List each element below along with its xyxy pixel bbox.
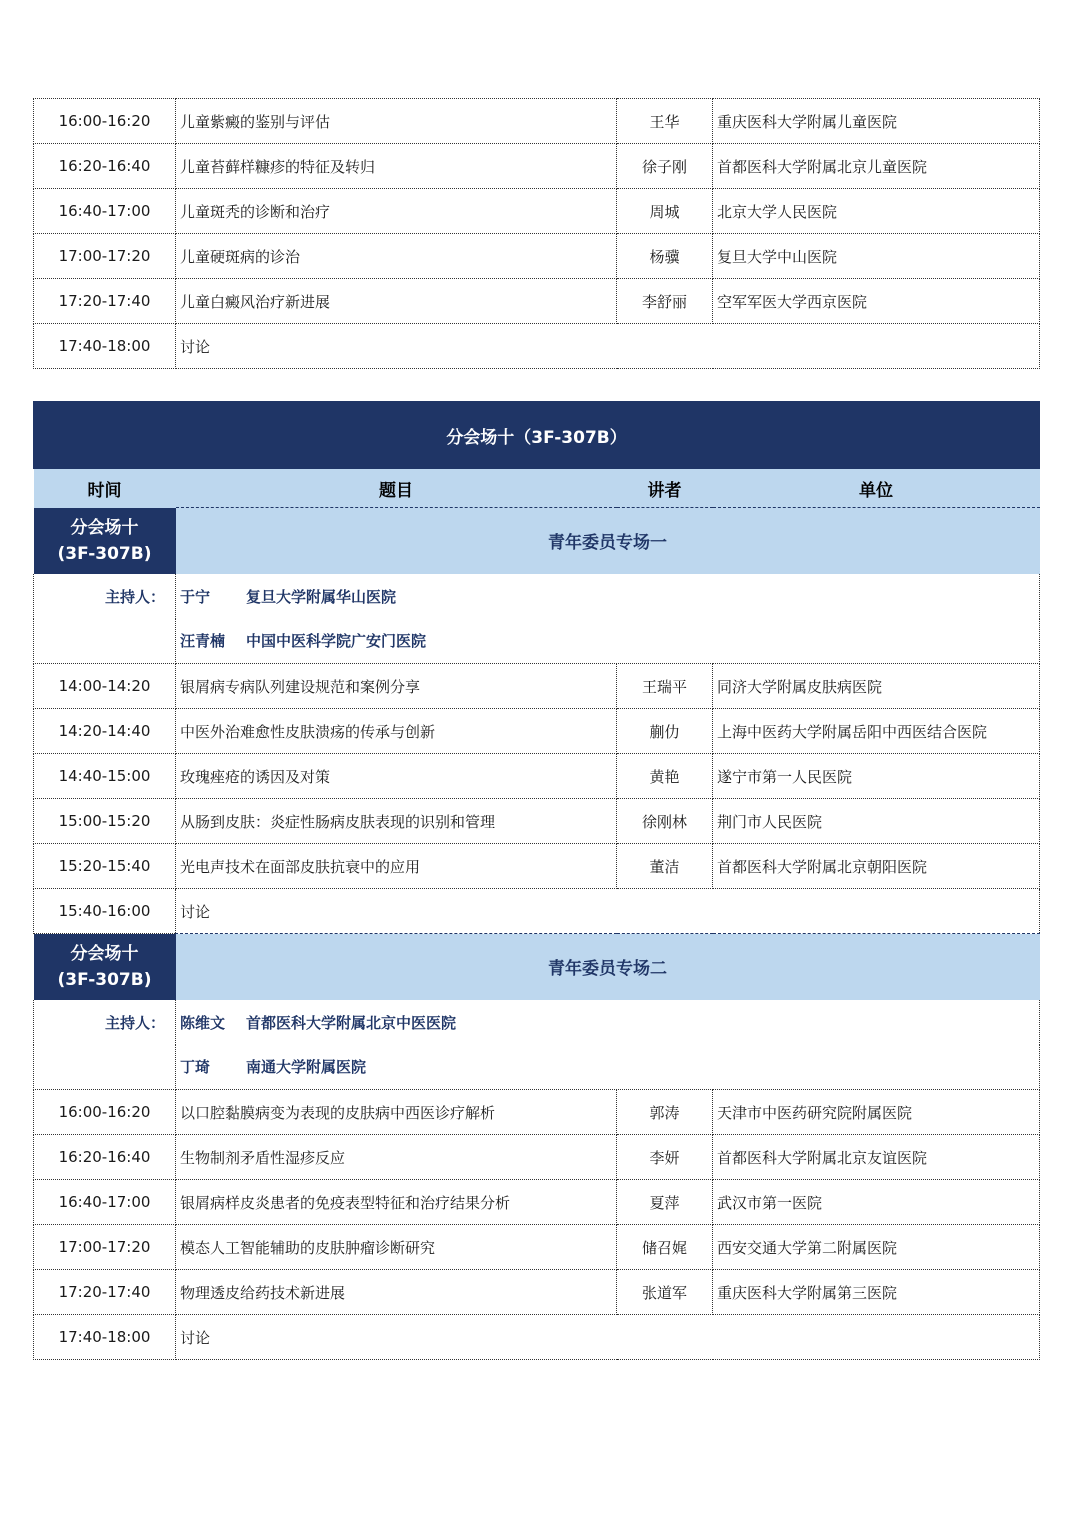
unit-cell: 首都医科大学附属北京朝阳医院 — [713, 844, 1040, 889]
venue-name: 分会场十 — [70, 943, 139, 964]
topic-cell: 物理透皮给药技术新进展 — [176, 1270, 617, 1315]
time-cell: 16:00-16:20 — [34, 1090, 176, 1135]
host-entry — [176, 574, 1040, 619]
discussion-cell: 讨论 — [176, 324, 1040, 369]
unit-cell: 首都医科大学附属北京友谊医院 — [713, 1135, 1040, 1180]
discussion-row — [34, 889, 1040, 934]
topic-cell: 光电声技术在面部皮肤抗衰中的应用 — [176, 844, 617, 889]
host-unit: 南通大学附属医院 — [246, 1058, 367, 1077]
speaker-cell: 董洁 — [617, 844, 713, 889]
time-cell: 16:20-16:40 — [34, 144, 176, 189]
host-row — [34, 619, 1040, 664]
host-row — [34, 1045, 1040, 1090]
host-row — [34, 574, 1040, 619]
spacer — [33, 369, 1039, 401]
time-cell: 14:40-15:00 — [34, 754, 176, 799]
time-cell: 15:20-15:40 — [34, 844, 176, 889]
host-name: 丁琦 — [180, 1058, 211, 1077]
session-title: 分会场十（3F-307B） — [34, 402, 1040, 469]
discussion-cell: 讨论 — [176, 1315, 1040, 1360]
host-entry — [176, 619, 1040, 664]
session-table — [33, 401, 1040, 1360]
topic-cell: 生物制剂矛盾性湿疹反应 — [176, 1135, 617, 1180]
unit-cell: 武汉市第一医院 — [713, 1180, 1040, 1225]
table-row — [34, 144, 1040, 189]
session-title-row — [34, 402, 1040, 469]
time-cell: 15:00-15:20 — [34, 799, 176, 844]
host-entry — [176, 1000, 1040, 1045]
topic-cell: 儿童白癜风治疗新进展 — [176, 279, 617, 324]
venue-label — [34, 508, 176, 574]
time-cell: 16:40-17:00 — [34, 189, 176, 234]
topic-cell: 从肠到皮肤：炎症性肠病皮肤表现的识别和管理 — [176, 799, 617, 844]
topic-cell: 以口腔黏膜病变为表现的皮肤病中西医诊疗解析 — [176, 1090, 617, 1135]
sub-session-title: 青年委员专场一 — [176, 508, 1040, 574]
unit-cell: 同济大学附属皮肤病医院 — [713, 664, 1040, 709]
sub-session-header — [34, 508, 1040, 574]
topic-cell: 儿童斑秃的诊断和治疗 — [176, 189, 617, 234]
time-cell: 17:20-17:40 — [34, 279, 176, 324]
speaker-cell: 储召娓 — [617, 1225, 713, 1270]
discussion-cell: 讨论 — [176, 889, 1040, 934]
host-unit: 首都医科大学附属北京中医医院 — [246, 1013, 457, 1032]
speaker-cell: 杨骥 — [617, 234, 713, 279]
column-header-unit: 单位 — [713, 469, 1040, 508]
time-cell: 16:40-17:00 — [34, 1180, 176, 1225]
topic-cell: 儿童硬斑病的诊治 — [176, 234, 617, 279]
unit-cell: 北京大学人民医院 — [713, 189, 1040, 234]
table-row — [34, 234, 1040, 279]
table-row — [34, 709, 1040, 754]
speaker-cell: 徐子刚 — [617, 144, 713, 189]
unit-cell: 荆门市人民医院 — [713, 799, 1040, 844]
time-cell: 16:20-16:40 — [34, 1135, 176, 1180]
time-cell: 17:00-17:20 — [34, 234, 176, 279]
host-unit: 复旦大学附属华山医院 — [246, 587, 397, 606]
table-row — [34, 1270, 1040, 1315]
column-header-row — [34, 469, 1040, 508]
host-unit: 中国中医科学院广安门医院 — [246, 632, 427, 651]
unit-cell: 西安交通大学第二附属医院 — [713, 1225, 1040, 1270]
table-row — [34, 279, 1040, 324]
speaker-cell: 周城 — [617, 189, 713, 234]
venue-label — [34, 934, 176, 1000]
table-row — [34, 844, 1040, 889]
venue-room: (3F-307B) — [57, 543, 152, 564]
host-name: 汪青楠 — [180, 632, 226, 651]
speaker-cell: 张道军 — [617, 1270, 713, 1315]
previous-session-table — [33, 98, 1040, 369]
speaker-cell: 徐刚林 — [617, 799, 713, 844]
speaker-cell: 夏萍 — [617, 1180, 713, 1225]
host-label-empty — [34, 619, 176, 664]
unit-cell: 重庆医科大学附属儿童医院 — [713, 99, 1040, 144]
host-name: 陈维文 — [180, 1013, 226, 1032]
time-cell: 14:20-14:40 — [34, 709, 176, 754]
unit-cell: 空军军医大学西京医院 — [713, 279, 1040, 324]
venue-name: 分会场十 — [70, 517, 139, 538]
time-cell: 14:00-14:20 — [34, 664, 176, 709]
speaker-cell: 王瑞平 — [617, 664, 713, 709]
speaker-cell: 李舒丽 — [617, 279, 713, 324]
host-label: 主持人： — [34, 574, 176, 619]
speaker-cell: 郭涛 — [617, 1090, 713, 1135]
unit-cell: 天津市中医药研究院附属医院 — [713, 1090, 1040, 1135]
topic-cell: 银屑病样皮炎患者的免疫表型特征和治疗结果分析 — [176, 1180, 617, 1225]
time-cell: 17:40-18:00 — [34, 324, 176, 369]
table-row — [34, 1180, 1040, 1225]
table-row — [34, 1090, 1040, 1135]
topic-cell: 儿童紫癜的鉴别与评估 — [176, 99, 617, 144]
unit-cell: 复旦大学中山医院 — [713, 234, 1040, 279]
time-cell: 16:00-16:20 — [34, 99, 176, 144]
host-entry — [176, 1045, 1040, 1090]
column-header-speaker: 讲者 — [617, 469, 713, 508]
program-page — [33, 98, 1039, 1360]
column-header-time: 时间 — [34, 469, 176, 508]
unit-cell: 遂宁市第一人民医院 — [713, 754, 1040, 799]
speaker-cell: 李妍 — [617, 1135, 713, 1180]
speaker-cell: 王华 — [617, 99, 713, 144]
table-row — [34, 99, 1040, 144]
topic-cell: 中医外治难愈性皮肤溃疡的传承与创新 — [176, 709, 617, 754]
speaker-cell: 蒯仂 — [617, 709, 713, 754]
column-header-topic: 题目 — [176, 469, 617, 508]
topic-cell: 模态人工智能辅助的皮肤肿瘤诊断研究 — [176, 1225, 617, 1270]
unit-cell: 上海中医药大学附属岳阳中西医结合医院 — [713, 709, 1040, 754]
topic-cell: 银屑病专病队列建设规范和案例分享 — [176, 664, 617, 709]
table-row — [34, 1135, 1040, 1180]
host-label: 主持人： — [34, 1000, 176, 1045]
unit-cell: 首都医科大学附属北京儿童医院 — [713, 144, 1040, 189]
topic-cell: 玫瑰痤疮的诱因及对策 — [176, 754, 617, 799]
table-row — [34, 189, 1040, 234]
sub-session-header — [34, 934, 1040, 1000]
topic-cell: 儿童苔藓样糠疹的特征及转归 — [176, 144, 617, 189]
table-row — [34, 754, 1040, 799]
unit-cell: 重庆医科大学附属第三医院 — [713, 1270, 1040, 1315]
time-cell: 17:00-17:20 — [34, 1225, 176, 1270]
discussion-row — [34, 324, 1040, 369]
time-cell: 17:20-17:40 — [34, 1270, 176, 1315]
discussion-row — [34, 1315, 1040, 1360]
host-row — [34, 1000, 1040, 1045]
host-name: 于宁 — [180, 587, 211, 606]
speaker-cell: 黄艳 — [617, 754, 713, 799]
table-row — [34, 799, 1040, 844]
time-cell: 17:40-18:00 — [34, 1315, 176, 1360]
time-cell: 15:40-16:00 — [34, 889, 176, 934]
venue-room: (3F-307B) — [57, 969, 152, 990]
sub-session-title: 青年委员专场二 — [176, 934, 1040, 1000]
table-row — [34, 1225, 1040, 1270]
table-row — [34, 664, 1040, 709]
host-label-empty — [34, 1045, 176, 1090]
